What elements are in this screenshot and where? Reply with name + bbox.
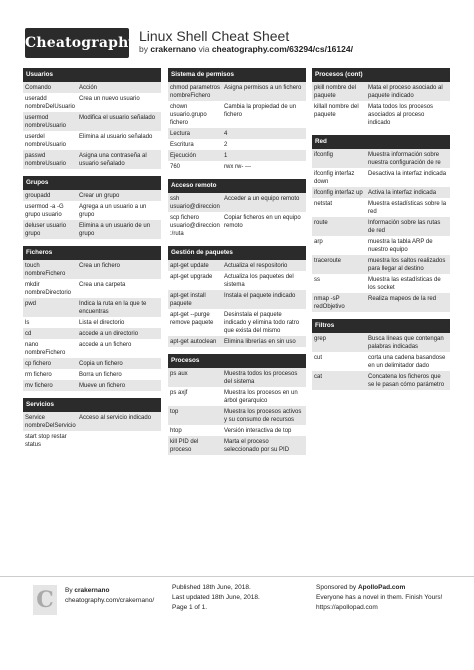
description-cell: Modifica el usuario señalado <box>79 114 156 121</box>
description-cell: accede a un fichero <box>79 341 132 348</box>
table-row <box>23 220 161 239</box>
table-row <box>312 333 450 352</box>
section-gesti-n-de-paquetes <box>168 246 306 347</box>
section-acceso-remoto <box>168 179 306 239</box>
command-cell: nano nombreFichero <box>25 341 66 356</box>
description-cell: Activa la interfaz indicada <box>368 189 437 196</box>
column-2 <box>168 68 306 462</box>
table-row <box>23 190 161 201</box>
footer-sponsor <box>316 583 405 593</box>
command-cell: Lectura <box>170 130 191 137</box>
table-row <box>23 412 161 431</box>
column-1 <box>23 68 161 457</box>
section-title: Procesos <box>168 354 306 368</box>
description-cell: Borra un fichero <box>79 371 122 378</box>
footer-published: Published 18th June, 2018. <box>172 584 251 591</box>
table-row <box>23 201 161 220</box>
description-cell: Acceso al servicio indicado <box>79 414 152 421</box>
description-cell: Busca líneas que contengan palabras indicadas <box>368 335 444 350</box>
section-servicios <box>23 398 161 450</box>
command-cell: ifconfig interfaz down <box>314 170 355 185</box>
table-row <box>312 293 450 312</box>
table-row <box>312 352 450 371</box>
command-cell: usermod -a -G grupo usuario <box>25 203 64 218</box>
table-row <box>168 436 306 455</box>
table-row <box>23 82 161 93</box>
description-cell: Mueve un fichero <box>79 382 126 389</box>
section-procesos <box>168 354 306 455</box>
footer-sponsor-prefix: Sponsored by <box>316 584 357 591</box>
table-row <box>23 131 161 150</box>
table-row <box>168 139 306 150</box>
table-row <box>312 255 450 274</box>
description-cell: 1 <box>224 152 228 159</box>
table-row <box>312 274 450 293</box>
command-cell: apt-get --purge remove paquete <box>170 311 214 326</box>
subtitle-by: by <box>139 44 148 54</box>
command-cell: chmod parametros nombreFichero <box>170 84 221 99</box>
command-cell: Ejecución <box>170 152 197 159</box>
command-cell: cut <box>314 354 323 361</box>
section-title: Servicios <box>23 398 161 412</box>
table-row <box>168 290 306 309</box>
description-cell: Muestra todos los procesos del sistema <box>224 370 298 385</box>
command-cell: scp fichero usuario@direccion:/ruta <box>170 214 220 237</box>
description-cell: Copiar ficheros en un equipo remoto <box>224 214 301 229</box>
command-cell: killall nombre del paquete <box>314 103 359 118</box>
table-row <box>23 279 161 298</box>
footer-by-label: By <box>65 587 73 594</box>
description-cell: 2 <box>224 141 228 148</box>
table-row <box>168 406 306 425</box>
command-cell: deluser usuario grupo <box>25 222 67 237</box>
description-cell: muestra los saltos realizados para llegar al destino <box>368 257 446 272</box>
table-row <box>23 358 161 369</box>
command-cell: route <box>314 219 328 226</box>
description-cell: Elimina librerías en sin uso <box>224 338 296 345</box>
description-cell: accede a un directorio <box>79 330 139 337</box>
command-cell: grep <box>314 335 327 342</box>
command-cell: passwd nombreUsuario <box>25 152 67 167</box>
description-cell: Acceder a un equipo remoto <box>224 195 300 202</box>
command-cell: start stop restar status <box>25 433 67 448</box>
author-link[interactable]: crakernano <box>150 44 197 54</box>
table-row <box>168 387 306 406</box>
description-cell: Muestra estadísticas sobre la red <box>368 200 447 215</box>
page-header <box>0 0 474 62</box>
description-cell: Elimina a un usuario de un grupo <box>79 222 151 237</box>
description-cell: Asigna una contraseña al usuario señalado <box>79 152 147 167</box>
command-cell: Service nombreDelServicio <box>25 414 76 429</box>
description-cell: corta una cadena basandose en un delimitador dado <box>368 354 446 369</box>
table-row <box>312 371 450 390</box>
subtitle-via: via <box>198 44 210 54</box>
command-cell: groupadd <box>25 192 51 199</box>
footer-page: Page 1 of 1. <box>172 604 208 611</box>
table-row <box>168 101 306 128</box>
table-row <box>312 198 450 217</box>
command-cell: ssh usuario@direccion <box>170 195 220 210</box>
description-cell: Lista el directorio <box>79 319 125 326</box>
description-cell: Mata todos los procesos asociados al proceso indicado <box>368 103 434 126</box>
command-cell: Escritura <box>170 141 194 148</box>
description-cell: Muestra las estadísticas de los socket <box>368 276 441 291</box>
description-cell: Versión interactiva de top <box>224 427 292 434</box>
description-cell: Crea un nuevo usuario <box>79 95 140 102</box>
description-cell: Desinstala el paquete indicado y elimina todo ratro que exista del mismo <box>224 311 300 334</box>
command-cell: ls <box>25 319 30 326</box>
table-row <box>23 112 161 131</box>
description-cell: Información sobre las rutas de red <box>368 219 441 234</box>
command-cell: apt-get autoclean <box>170 338 217 345</box>
footer-sponsor-url[interactable]: https://apollopad.com <box>316 604 378 611</box>
table-row <box>23 298 161 317</box>
section-procesos-cont <box>312 68 450 128</box>
description-cell: Actualiza los paquetes del sistema <box>224 273 294 288</box>
command-cell: ifconfig <box>314 151 334 158</box>
table-row <box>23 93 161 112</box>
description-cell <box>79 433 159 449</box>
description-cell: Crear un grupo <box>79 192 120 199</box>
command-cell: ss <box>314 276 320 283</box>
section-title: Acceso remoto <box>168 179 306 193</box>
description-cell: Desactiva la interfaz indicada <box>368 170 447 177</box>
table-row <box>23 380 161 391</box>
command-cell: mv fichero <box>25 382 53 389</box>
section-title: Usuarios <box>23 68 161 82</box>
command-cell: ps aux <box>170 370 188 377</box>
description-cell: Crea una carpeta <box>79 281 126 288</box>
description-cell: 4 <box>224 130 228 137</box>
table-row <box>23 150 161 169</box>
command-cell: rm fichero <box>25 371 52 378</box>
table-row <box>168 368 306 387</box>
table-row <box>168 128 306 139</box>
command-cell: usermod nombreUsuario <box>25 114 67 129</box>
table-row <box>312 187 450 198</box>
table-row <box>168 271 306 290</box>
footer-author <box>65 586 109 596</box>
column-3 <box>312 68 450 397</box>
description-cell: Actualiza el respositorio <box>224 262 288 269</box>
table-row <box>23 369 161 380</box>
section-usuarios <box>23 68 161 169</box>
command-cell: netstat <box>314 200 333 207</box>
command-cell: mkdir nombreDirectorio <box>25 281 72 296</box>
description-cell: Copia un fichero <box>79 360 123 367</box>
command-cell: pkill nombre del paquete <box>314 84 357 99</box>
table-row <box>168 336 306 347</box>
command-cell: apt-get install paquete <box>170 292 206 307</box>
command-cell: kill PID del proceso <box>170 438 199 453</box>
footer-sponsor-name[interactable]: ApolloPad.com <box>357 584 406 591</box>
section-grupos <box>23 176 161 239</box>
description-cell: Acción <box>79 84 98 91</box>
section-title: Red <box>312 135 450 149</box>
command-cell: htop <box>170 427 182 434</box>
table-row <box>312 149 450 168</box>
page-title: Linux Shell Cheat Sheet <box>139 28 290 44</box>
table-row <box>168 150 306 161</box>
description-cell: Concatena los ficheros que se le pasan cómo parámetro <box>368 373 445 388</box>
description-cell: Indica la ruta en la que te encuentras <box>79 300 147 315</box>
footer-updated: Last updated 18th June, 2018. <box>172 594 260 601</box>
section-title: Sistema de permisos <box>168 68 306 82</box>
cheatography-logo[interactable]: Cheatography <box>25 28 129 58</box>
section-red <box>312 135 450 312</box>
table-row <box>23 328 161 339</box>
section-title: Procesos (cont) <box>312 68 450 82</box>
table-row <box>168 425 306 436</box>
command-cell: apt-get upgrade <box>170 273 213 280</box>
description-cell: Marta el proceso seleccionado por su PID <box>224 438 290 453</box>
description-cell: Crea un fichero <box>79 262 121 269</box>
description-cell: Agrega a un usuario a un grupo <box>79 203 147 218</box>
command-cell: cd <box>25 330 32 337</box>
section-filtros <box>312 319 450 390</box>
command-cell: useradd nombreDelUsuario <box>25 95 76 110</box>
footer-author-url[interactable]: cheatography.com/crakernano/ <box>65 597 155 604</box>
table-row <box>168 82 306 101</box>
cheatography-c-logo-icon: C <box>33 585 57 615</box>
description-cell: rwx rw- --- <box>224 163 251 170</box>
table-row <box>312 82 450 101</box>
command-cell: cat <box>314 373 323 380</box>
command-cell: chown usuario.grupo fichero <box>170 103 207 126</box>
command-cell: ifconfig interfaz up <box>314 189 363 196</box>
description-cell: Cambia la propiedad de un fichero <box>224 103 297 118</box>
table-row <box>168 260 306 271</box>
table-row <box>312 168 450 187</box>
table-row <box>23 339 161 358</box>
command-cell: nmap -sP redObjetivo <box>314 295 345 310</box>
command-cell: arp <box>314 238 323 245</box>
section-ficheros <box>23 246 161 391</box>
description-cell: Muestra información sobre nuestra configuración de re <box>368 151 441 166</box>
table-row <box>168 309 306 336</box>
section-title: Filtros <box>312 319 450 333</box>
command-cell: top <box>170 408 179 415</box>
description-cell: Muestra los procesos activos y su consumo de recursos <box>224 408 302 423</box>
description-cell: Realiza mapeos de la red <box>368 295 437 302</box>
table-row <box>312 101 450 128</box>
command-cell: traceroute <box>314 257 342 264</box>
table-row <box>312 217 450 236</box>
section-title: Gestión de paquetes <box>168 246 306 260</box>
description-cell: Asigna permisos a un fichero <box>224 84 302 91</box>
command-cell: cp fichero <box>25 360 52 367</box>
table-row <box>168 193 306 212</box>
description-cell: Muestra los procesos en un árbol gerarquico <box>224 389 298 404</box>
command-cell: ps axjf <box>170 389 188 396</box>
section-sistema-de-permisos <box>168 68 306 172</box>
table-row <box>23 317 161 328</box>
footer-sponsor-text: Everyone has a novel in them. Finish Yours! <box>316 594 443 601</box>
sheet-url-link[interactable]: cheatography.com/63294/cs/16124/ <box>211 44 353 54</box>
table-row <box>23 431 161 450</box>
command-cell: pwd <box>25 300 37 307</box>
footer-author-name[interactable]: crakernano <box>74 587 110 594</box>
description-cell: Elimina al usuario señalado <box>79 133 153 140</box>
table-row <box>168 161 306 172</box>
table-row <box>23 260 161 279</box>
page-subtitle <box>139 44 353 54</box>
table-row <box>168 212 306 239</box>
command-cell: 760 <box>170 163 181 170</box>
command-cell: userdel nombreUsuario <box>25 133 67 148</box>
section-title: Grupos <box>23 176 161 190</box>
description-cell: Mata el proceso asociado al paquete indicado <box>368 84 443 99</box>
command-cell: apt-get update <box>170 262 209 269</box>
table-row <box>312 236 450 255</box>
command-cell: touch nombreFichero <box>25 262 66 277</box>
page-footer <box>0 576 474 670</box>
description-cell: Instala el paquete indicado <box>224 292 296 299</box>
section-title: Ficheros <box>23 246 161 260</box>
command-cell: Comando <box>25 84 52 91</box>
description-cell: muestra la tabla ARP de nuestro equipo <box>368 238 433 253</box>
